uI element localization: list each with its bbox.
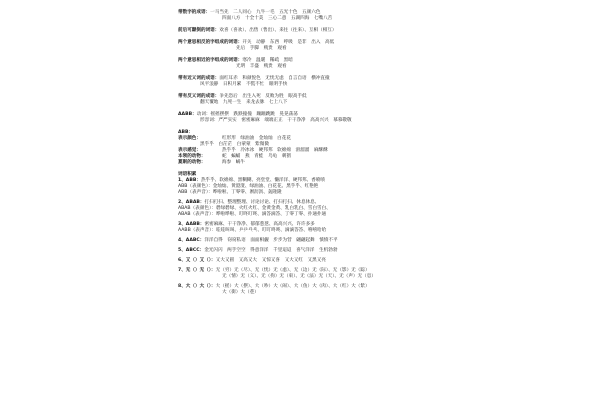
section-line: 风平浪静 日积月累 不慌不忙 眼明手快 <box>200 82 288 87</box>
bank-item-line: ABB（表颜色）：金灿灿、黄澄澄、绿油油、白花花、黑乎乎、红艳艳 <box>178 184 319 189</box>
section-line: 光明 丰盛 贱贵 观看 <box>236 64 287 69</box>
abb-row: 表示感觉： 热乎乎 冷冰冰 硬邦邦 软绵绵 滑溜溜 麻酥酥 <box>178 148 328 153</box>
section-label: 两个意思相反的字组成的词语： <box>178 40 243 45</box>
bank-item: 5、ABCC：金光闪闪 两手空空 得意洋洋 千里迢迢 喜气洋洋 生机勃勃 <box>178 248 338 253</box>
bank-item: 4、AABC：洋洋自得 窃窃私语 面面相觑 步步为营 翩翩起舞 愤愤不平 <box>178 238 338 243</box>
abb-row: 本领的动物： 蛇 蝙蝠 燕 青蛙 乌龟 刺猬 <box>178 154 291 159</box>
section-line: 形容词：严严实实 密密麻麻 端端正正 干干净净 高高兴兴 慕慕敬敬 <box>200 118 352 123</box>
word-bank-title: 词语积累 <box>178 172 197 177</box>
bank-item: 6、又（）又（）：又大又圆 又高又大 又惊又喜 又大又红 又黑又亮 <box>178 258 326 263</box>
bank-item-line: 无（情）无（义）、无（拘）无（束）、无（法）无（天）、无（声）无（息） <box>222 274 376 279</box>
section-label: 带有反义词的成语： <box>178 94 220 99</box>
document-body <box>178 10 428 296</box>
bank-item-line: AABB（表声音）：哇哇叫叫、乒乒乓乓、叮叮咚咚、滴滴答答、嘻嘻哈哈 <box>178 228 327 233</box>
bank-item: 3、AABB：密密麻麻、干干净净、郁郁葱葱、高高兴兴、许许多多 <box>178 222 315 227</box>
section-line: 寒冷 温暖 稀疏 黑暗 <box>242 58 298 63</box>
section-line: 先后 手脚 贱贵 观看 <box>236 46 287 51</box>
section-line: 开关 动静 东西 呼吸 是非 出入 高低 <box>242 40 335 45</box>
section-label: 带有近义词的成语： <box>178 76 220 81</box>
section-line: 面红耳赤 和颜悦色 无忧无虑 自言自语 横冲直撞 <box>219 76 330 81</box>
abb-row: 夏眠的动物： 海参 蜗牛 <box>178 160 245 165</box>
section-line: 欢喜（喜欢）、出售（售出）、来往（往来）、互相（相互） <box>219 28 337 33</box>
section-line: 动词：摇摇摆摆 跌跌撞撞 蹦蹦跳跳 晃晃荡荡 <box>196 112 298 117</box>
abb-row: 表示颜色： 红形形 绿油油 金灿灿 白花花 <box>178 136 291 141</box>
section-abb-heading: ABB： <box>178 130 194 135</box>
bank-item: 2、ABAB：打扫打扫、整理整理、讨论讨论、打扫打扫、休息休息、 <box>178 200 320 205</box>
bank-item: 1、ABB：热乎乎、软绵绵、黑糊糊、亮堂堂、懒洋洋、硬邦邦、香喷喷 <box>178 178 325 183</box>
abb-row-continued: 黑乎乎 白茫茫 白蒙蒙 紫微微 <box>200 142 269 147</box>
section-label: 前后可颠倒的词语： <box>178 28 220 33</box>
bank-item-line: ABAB（表颜色）：碧绿碧绿、火红火红、金黄金黄、乳白乳白、雪白雪白、 <box>178 206 331 211</box>
section-line: 翻天覆地 九死一生 来龙去脉 七上八下 <box>200 100 288 105</box>
bank-item: 7、无（）无（）：无（穷）无（尽）、无（忧）无（虑）、无（边）无（际）、无（影）无（踪） <box>178 268 370 273</box>
section-line: 一马当先 二人同心 九牛一毛 五光十色 五颜六色 <box>210 10 321 15</box>
section-label: AABB： <box>178 112 197 117</box>
section-line: 争先恐后 出生入死 反败为胜 眼高手低 <box>219 94 307 99</box>
bank-item-line: ABAB（表声音）：哗啦哗啦、叮咚叮咚、滴答滴答、丁零丁零、扑通扑通 <box>178 212 327 217</box>
bank-item-line: 大（街）大（巷） <box>222 290 259 295</box>
section-label: 带数字的成语： <box>178 10 211 15</box>
section-label: 两个意思相近的字组成的词语： <box>178 58 243 63</box>
bank-item: 8、大（）大（）：大（摇）大（摆）、大（吵）大（闹）、大（鱼）大（肉）、大（红）大（紫） <box>178 284 370 289</box>
bank-item-line: ABB（表声音）：哗啦啦、丁零零、淅沥沥、轰隆隆 <box>178 190 282 195</box>
section-line: 四面八方 十全十美 三心二意 五湖四海 七嘴八舌 <box>222 16 333 21</box>
